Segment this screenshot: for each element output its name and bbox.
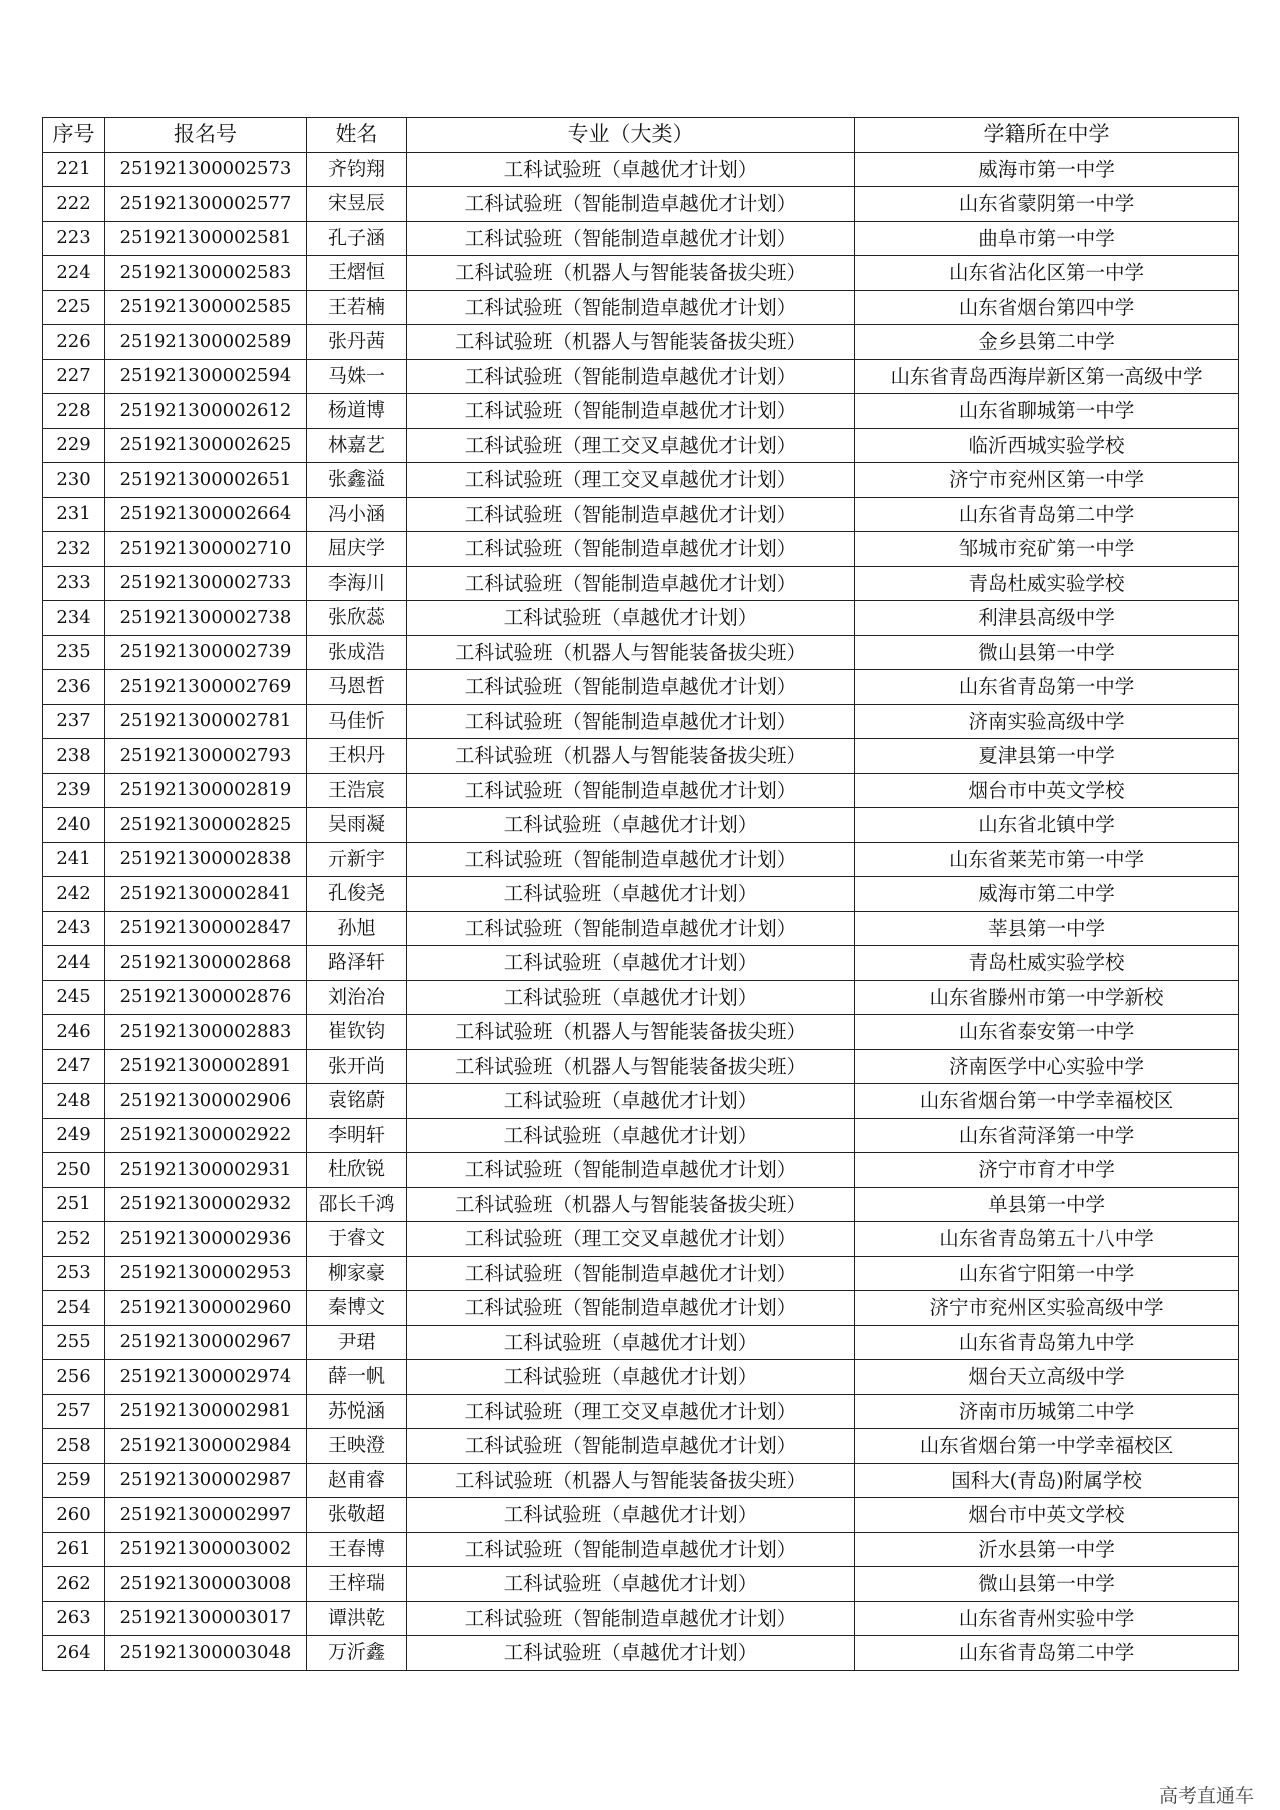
cell-name: 王熠恒 xyxy=(307,256,407,291)
cell-major: 工科试验班（卓越优才计划） xyxy=(407,877,855,912)
cell-name: 崔钦钧 xyxy=(307,1015,407,1050)
cell-school: 山东省宁阳第一中学 xyxy=(855,1256,1239,1291)
cell-reg-number: 251921300002841 xyxy=(105,877,307,912)
cell-name: 李海川 xyxy=(307,566,407,601)
cell-seq: 235 xyxy=(43,635,105,670)
cell-reg-number: 251921300002883 xyxy=(105,1015,307,1050)
cell-name: 秦博文 xyxy=(307,1291,407,1326)
cell-school: 邹城市兖矿第一中学 xyxy=(855,532,1239,567)
cell-major: 工科试验班（智能制造卓越优才计划） xyxy=(407,359,855,394)
table-row xyxy=(43,1360,1239,1395)
cell-name: 亓新宇 xyxy=(307,842,407,877)
cell-major: 工科试验班（机器人与智能装备拔尖班） xyxy=(407,739,855,774)
cell-reg-number: 251921300002932 xyxy=(105,1187,307,1222)
cell-school: 山东省烟台第四中学 xyxy=(855,290,1239,325)
cell-school: 青岛杜威实验学校 xyxy=(855,946,1239,981)
cell-reg-number: 251921300002769 xyxy=(105,670,307,705)
cell-seq: 249 xyxy=(43,1118,105,1153)
cell-seq: 226 xyxy=(43,325,105,360)
table-row xyxy=(43,635,1239,670)
table-row xyxy=(43,1015,1239,1050)
cell-seq: 241 xyxy=(43,842,105,877)
cell-seq: 247 xyxy=(43,1049,105,1084)
cell-school: 国科大(青岛)附属学校 xyxy=(855,1463,1239,1498)
cell-reg-number: 251921300002891 xyxy=(105,1049,307,1084)
cell-seq: 259 xyxy=(43,1463,105,1498)
cell-major: 工科试验班（机器人与智能装备拔尖班） xyxy=(407,1015,855,1050)
cell-school: 济宁市兖州区实验高级中学 xyxy=(855,1291,1239,1326)
cell-school: 山东省滕州市第一中学新校 xyxy=(855,980,1239,1015)
cell-school: 山东省北镇中学 xyxy=(855,808,1239,843)
cell-seq: 261 xyxy=(43,1532,105,1567)
cell-major: 工科试验班（卓越优才计划） xyxy=(407,1118,855,1153)
table-row xyxy=(43,428,1239,463)
cell-school: 济宁市兖州区第一中学 xyxy=(855,463,1239,498)
cell-school: 济宁市育才中学 xyxy=(855,1153,1239,1188)
cell-name: 马佳忻 xyxy=(307,704,407,739)
cell-name: 杜欣锐 xyxy=(307,1153,407,1188)
watermark-text: 高考直通车 xyxy=(1158,1785,1254,1807)
cell-school: 山东省蒙阴第一中学 xyxy=(855,187,1239,222)
cell-name: 万沂鑫 xyxy=(307,1636,407,1671)
cell-name: 路泽轩 xyxy=(307,946,407,981)
cell-name: 李明轩 xyxy=(307,1118,407,1153)
cell-reg-number: 251921300002589 xyxy=(105,325,307,360)
cell-reg-number: 251921300002585 xyxy=(105,290,307,325)
cell-major: 工科试验班（机器人与智能装备拔尖班） xyxy=(407,1049,855,1084)
cell-major: 工科试验班（卓越优才计划） xyxy=(407,601,855,636)
cell-seq: 242 xyxy=(43,877,105,912)
cell-name: 林嘉艺 xyxy=(307,428,407,463)
cell-school: 山东省聊城第一中学 xyxy=(855,394,1239,429)
cell-reg-number: 251921300002997 xyxy=(105,1498,307,1533)
cell-reg-number: 251921300002974 xyxy=(105,1360,307,1395)
cell-reg-number: 251921300002710 xyxy=(105,532,307,567)
table-row xyxy=(43,704,1239,739)
cell-name: 齐钧翔 xyxy=(307,152,407,187)
table-body xyxy=(43,152,1239,1670)
cell-school: 山东省青岛第一中学 xyxy=(855,670,1239,705)
cell-school: 利津县高级中学 xyxy=(855,601,1239,636)
cell-major: 工科试验班（卓越优才计划） xyxy=(407,1636,855,1671)
table-row xyxy=(43,1532,1239,1567)
cell-reg-number: 251921300002819 xyxy=(105,773,307,808)
cell-name: 王浩宸 xyxy=(307,773,407,808)
table-row xyxy=(43,532,1239,567)
table-row xyxy=(43,1084,1239,1119)
cell-reg-number: 251921300002953 xyxy=(105,1256,307,1291)
table-row xyxy=(43,773,1239,808)
cell-major: 工科试验班（机器人与智能装备拔尖班） xyxy=(407,1463,855,1498)
cell-major: 工科试验班（卓越优才计划） xyxy=(407,946,855,981)
table-row xyxy=(43,1256,1239,1291)
cell-reg-number: 251921300002781 xyxy=(105,704,307,739)
cell-major: 工科试验班（理工交叉卓越优才计划） xyxy=(407,1222,855,1257)
table-row xyxy=(43,911,1239,946)
cell-name: 张丹茜 xyxy=(307,325,407,360)
cell-seq: 236 xyxy=(43,670,105,705)
cell-school: 单县第一中学 xyxy=(855,1187,1239,1222)
cell-reg-number: 251921300002733 xyxy=(105,566,307,601)
header-school: 学籍所在中学 xyxy=(855,118,1239,153)
cell-reg-number: 251921300002984 xyxy=(105,1429,307,1464)
cell-major: 工科试验班（理工交叉卓越优才计划） xyxy=(407,1394,855,1429)
cell-seq: 262 xyxy=(43,1567,105,1602)
table-row xyxy=(43,1429,1239,1464)
cell-seq: 240 xyxy=(43,808,105,843)
cell-school: 威海市第一中学 xyxy=(855,152,1239,187)
cell-major: 工科试验班（智能制造卓越优才计划） xyxy=(407,290,855,325)
cell-reg-number: 251921300002651 xyxy=(105,463,307,498)
cell-school: 临沂西城实验学校 xyxy=(855,428,1239,463)
table-row xyxy=(43,1498,1239,1533)
cell-major: 工科试验班（理工交叉卓越优才计划） xyxy=(407,463,855,498)
cell-school: 济南实验高级中学 xyxy=(855,704,1239,739)
cell-name: 王梓瑞 xyxy=(307,1567,407,1602)
cell-reg-number: 251921300002577 xyxy=(105,187,307,222)
cell-school: 威海市第二中学 xyxy=(855,877,1239,912)
cell-reg-number: 251921300002960 xyxy=(105,1291,307,1326)
table-row xyxy=(43,1567,1239,1602)
cell-reg-number: 251921300002612 xyxy=(105,394,307,429)
cell-seq: 227 xyxy=(43,359,105,394)
cell-name: 孔俊尧 xyxy=(307,877,407,912)
cell-school: 山东省烟台第一中学幸福校区 xyxy=(855,1429,1239,1464)
table-row xyxy=(43,463,1239,498)
cell-major: 工科试验班（卓越优才计划） xyxy=(407,1567,855,1602)
cell-school: 山东省青岛第二中学 xyxy=(855,497,1239,532)
cell-school: 山东省青岛第二中学 xyxy=(855,1636,1239,1671)
cell-name: 张成浩 xyxy=(307,635,407,670)
cell-seq: 231 xyxy=(43,497,105,532)
cell-seq: 244 xyxy=(43,946,105,981)
cell-name: 王若楠 xyxy=(307,290,407,325)
cell-reg-number: 251921300002664 xyxy=(105,497,307,532)
cell-school: 烟台市中英文学校 xyxy=(855,1498,1239,1533)
cell-seq: 223 xyxy=(43,221,105,256)
cell-seq: 254 xyxy=(43,1291,105,1326)
cell-reg-number: 251921300002906 xyxy=(105,1084,307,1119)
cell-seq: 248 xyxy=(43,1084,105,1119)
header-reg-number: 报名号 xyxy=(105,118,307,153)
cell-seq: 229 xyxy=(43,428,105,463)
cell-major: 工科试验班（智能制造卓越优才计划） xyxy=(407,221,855,256)
cell-seq: 257 xyxy=(43,1394,105,1429)
cell-name: 刘治冶 xyxy=(307,980,407,1015)
table-header-row xyxy=(43,118,1239,153)
cell-major: 工科试验班（机器人与智能装备拔尖班） xyxy=(407,325,855,360)
cell-seq: 237 xyxy=(43,704,105,739)
cell-seq: 245 xyxy=(43,980,105,1015)
cell-school: 山东省青岛第五十八中学 xyxy=(855,1222,1239,1257)
cell-name: 王映澄 xyxy=(307,1429,407,1464)
cell-major: 工科试验班（卓越优才计划） xyxy=(407,1325,855,1360)
cell-seq: 221 xyxy=(43,152,105,187)
table-row xyxy=(43,256,1239,291)
cell-reg-number: 251921300002868 xyxy=(105,946,307,981)
cell-reg-number: 251921300002739 xyxy=(105,635,307,670)
table-row xyxy=(43,670,1239,705)
cell-seq: 260 xyxy=(43,1498,105,1533)
cell-major: 工科试验班（卓越优才计划） xyxy=(407,152,855,187)
header-name: 姓名 xyxy=(307,118,407,153)
cell-seq: 255 xyxy=(43,1325,105,1360)
cell-major: 工科试验班（智能制造卓越优才计划） xyxy=(407,842,855,877)
cell-name: 张欣蕊 xyxy=(307,601,407,636)
cell-name: 赵甫睿 xyxy=(307,1463,407,1498)
table-row xyxy=(43,497,1239,532)
cell-name: 王枳丹 xyxy=(307,739,407,774)
cell-reg-number: 251921300002876 xyxy=(105,980,307,1015)
cell-school: 夏津县第一中学 xyxy=(855,739,1239,774)
table-row xyxy=(43,221,1239,256)
cell-seq: 228 xyxy=(43,394,105,429)
cell-reg-number: 251921300002573 xyxy=(105,152,307,187)
cell-major: 工科试验班（卓越优才计划） xyxy=(407,808,855,843)
cell-major: 工科试验班（机器人与智能装备拔尖班） xyxy=(407,1187,855,1222)
cell-name: 宋昱辰 xyxy=(307,187,407,222)
cell-school: 山东省莱芜市第一中学 xyxy=(855,842,1239,877)
cell-name: 于睿文 xyxy=(307,1222,407,1257)
cell-major: 工科试验班（智能制造卓越优才计划） xyxy=(407,1532,855,1567)
cell-name: 孔子涵 xyxy=(307,221,407,256)
cell-seq: 263 xyxy=(43,1601,105,1636)
cell-major: 工科试验班（智能制造卓越优才计划） xyxy=(407,1256,855,1291)
cell-major: 工科试验班（智能制造卓越优才计划） xyxy=(407,394,855,429)
cell-school: 烟台天立高级中学 xyxy=(855,1360,1239,1395)
cell-seq: 224 xyxy=(43,256,105,291)
cell-name: 孙旭 xyxy=(307,911,407,946)
cell-name: 尹珺 xyxy=(307,1325,407,1360)
cell-school: 莘县第一中学 xyxy=(855,911,1239,946)
table-row xyxy=(43,601,1239,636)
cell-school: 山东省沾化区第一中学 xyxy=(855,256,1239,291)
table-row xyxy=(43,394,1239,429)
cell-seq: 233 xyxy=(43,566,105,601)
cell-school: 青岛杜威实验学校 xyxy=(855,566,1239,601)
admission-list-table xyxy=(42,117,1239,1671)
cell-school: 金乡县第二中学 xyxy=(855,325,1239,360)
cell-seq: 250 xyxy=(43,1153,105,1188)
cell-name: 苏悦涵 xyxy=(307,1394,407,1429)
cell-major: 工科试验班（卓越优才计划） xyxy=(407,1360,855,1395)
cell-school: 山东省菏泽第一中学 xyxy=(855,1118,1239,1153)
cell-seq: 251 xyxy=(43,1187,105,1222)
header-seq: 序号 xyxy=(43,118,105,153)
cell-school: 济南医学中心实验中学 xyxy=(855,1049,1239,1084)
table-row xyxy=(43,1394,1239,1429)
cell-major: 工科试验班（机器人与智能装备拔尖班） xyxy=(407,635,855,670)
table-row xyxy=(43,290,1239,325)
cell-major: 工科试验班（智能制造卓越优才计划） xyxy=(407,670,855,705)
cell-reg-number: 251921300002987 xyxy=(105,1463,307,1498)
cell-major: 工科试验班（智能制造卓越优才计划） xyxy=(407,1153,855,1188)
cell-seq: 230 xyxy=(43,463,105,498)
cell-reg-number: 251921300002594 xyxy=(105,359,307,394)
cell-major: 工科试验班（智能制造卓越优才计划） xyxy=(407,497,855,532)
table-row xyxy=(43,1153,1239,1188)
cell-reg-number: 251921300002847 xyxy=(105,911,307,946)
table-row xyxy=(43,1222,1239,1257)
cell-school: 济南市历城第二中学 xyxy=(855,1394,1239,1429)
cell-seq: 225 xyxy=(43,290,105,325)
cell-school: 山东省烟台第一中学幸福校区 xyxy=(855,1084,1239,1119)
cell-major: 工科试验班（卓越优才计划） xyxy=(407,1498,855,1533)
cell-seq: 243 xyxy=(43,911,105,946)
cell-school: 山东省泰安第一中学 xyxy=(855,1015,1239,1050)
cell-reg-number: 251921300002793 xyxy=(105,739,307,774)
cell-reg-number: 251921300002838 xyxy=(105,842,307,877)
cell-school: 微山县第一中学 xyxy=(855,1567,1239,1602)
cell-reg-number: 251921300002922 xyxy=(105,1118,307,1153)
cell-name: 张鑫溢 xyxy=(307,463,407,498)
cell-major: 工科试验班（智能制造卓越优才计划） xyxy=(407,773,855,808)
cell-seq: 256 xyxy=(43,1360,105,1395)
cell-school: 烟台市中英文学校 xyxy=(855,773,1239,808)
cell-seq: 246 xyxy=(43,1015,105,1050)
cell-reg-number: 251921300002967 xyxy=(105,1325,307,1360)
table-row xyxy=(43,1463,1239,1498)
cell-school: 山东省青州实验中学 xyxy=(855,1601,1239,1636)
cell-name: 吴雨凝 xyxy=(307,808,407,843)
cell-name: 马姝一 xyxy=(307,359,407,394)
table-row xyxy=(43,877,1239,912)
table-row xyxy=(43,325,1239,360)
cell-reg-number: 251921300002936 xyxy=(105,1222,307,1257)
cell-major: 工科试验班（理工交叉卓越优才计划） xyxy=(407,428,855,463)
table-row xyxy=(43,359,1239,394)
table-row xyxy=(43,980,1239,1015)
table-row xyxy=(43,1601,1239,1636)
cell-seq: 222 xyxy=(43,187,105,222)
cell-major: 工科试验班（智能制造卓越优才计划） xyxy=(407,566,855,601)
cell-school: 山东省青岛西海岸新区第一高级中学 xyxy=(855,359,1239,394)
cell-reg-number: 251921300002738 xyxy=(105,601,307,636)
cell-reg-number: 251921300002583 xyxy=(105,256,307,291)
cell-name: 薛一帆 xyxy=(307,1360,407,1395)
cell-seq: 234 xyxy=(43,601,105,636)
cell-name: 张敬超 xyxy=(307,1498,407,1533)
table-row xyxy=(43,1118,1239,1153)
cell-major: 工科试验班（智能制造卓越优才计划） xyxy=(407,187,855,222)
cell-school: 沂水县第一中学 xyxy=(855,1532,1239,1567)
cell-major: 工科试验班（智能制造卓越优才计划） xyxy=(407,704,855,739)
cell-name: 袁铭蔚 xyxy=(307,1084,407,1119)
cell-name: 冯小涵 xyxy=(307,497,407,532)
table-row xyxy=(43,1187,1239,1222)
cell-reg-number: 251921300003048 xyxy=(105,1636,307,1671)
table-row xyxy=(43,152,1239,187)
cell-major: 工科试验班（卓越优才计划） xyxy=(407,1084,855,1119)
cell-school: 山东省青岛第九中学 xyxy=(855,1325,1239,1360)
table-row xyxy=(43,808,1239,843)
cell-reg-number: 251921300002981 xyxy=(105,1394,307,1429)
cell-name: 马恩哲 xyxy=(307,670,407,705)
table-row xyxy=(43,1636,1239,1671)
table-row xyxy=(43,187,1239,222)
cell-name: 王春博 xyxy=(307,1532,407,1567)
cell-major: 工科试验班（智能制造卓越优才计划） xyxy=(407,1601,855,1636)
cell-name: 张开尚 xyxy=(307,1049,407,1084)
table-row xyxy=(43,566,1239,601)
table-row xyxy=(43,946,1239,981)
cell-reg-number: 251921300003008 xyxy=(105,1567,307,1602)
cell-name: 杨道博 xyxy=(307,394,407,429)
cell-major: 工科试验班（智能制造卓越优才计划） xyxy=(407,532,855,567)
cell-school: 微山县第一中学 xyxy=(855,635,1239,670)
cell-reg-number: 251921300003002 xyxy=(105,1532,307,1567)
cell-name: 柳家豪 xyxy=(307,1256,407,1291)
cell-reg-number: 251921300002625 xyxy=(105,428,307,463)
cell-reg-number: 251921300002581 xyxy=(105,221,307,256)
cell-reg-number: 251921300002931 xyxy=(105,1153,307,1188)
cell-major: 工科试验班（机器人与智能装备拔尖班） xyxy=(407,256,855,291)
cell-name: 谭洪乾 xyxy=(307,1601,407,1636)
table-row xyxy=(43,1325,1239,1360)
table-row xyxy=(43,1049,1239,1084)
cell-major: 工科试验班（智能制造卓越优才计划） xyxy=(407,1291,855,1326)
cell-reg-number: 251921300002825 xyxy=(105,808,307,843)
cell-school: 曲阜市第一中学 xyxy=(855,221,1239,256)
cell-major: 工科试验班（智能制造卓越优才计划） xyxy=(407,911,855,946)
table-row xyxy=(43,739,1239,774)
cell-seq: 253 xyxy=(43,1256,105,1291)
cell-major: 工科试验班（卓越优才计划） xyxy=(407,980,855,1015)
cell-seq: 239 xyxy=(43,773,105,808)
cell-seq: 238 xyxy=(43,739,105,774)
header-major: 专业（大类） xyxy=(407,118,855,153)
cell-seq: 258 xyxy=(43,1429,105,1464)
cell-name: 屈庆学 xyxy=(307,532,407,567)
table-row xyxy=(43,1291,1239,1326)
table-row xyxy=(43,842,1239,877)
cell-seq: 252 xyxy=(43,1222,105,1257)
cell-seq: 232 xyxy=(43,532,105,567)
cell-seq: 264 xyxy=(43,1636,105,1671)
cell-name: 邵长千鸿 xyxy=(307,1187,407,1222)
cell-major: 工科试验班（智能制造卓越优才计划） xyxy=(407,1429,855,1464)
cell-reg-number: 251921300003017 xyxy=(105,1601,307,1636)
